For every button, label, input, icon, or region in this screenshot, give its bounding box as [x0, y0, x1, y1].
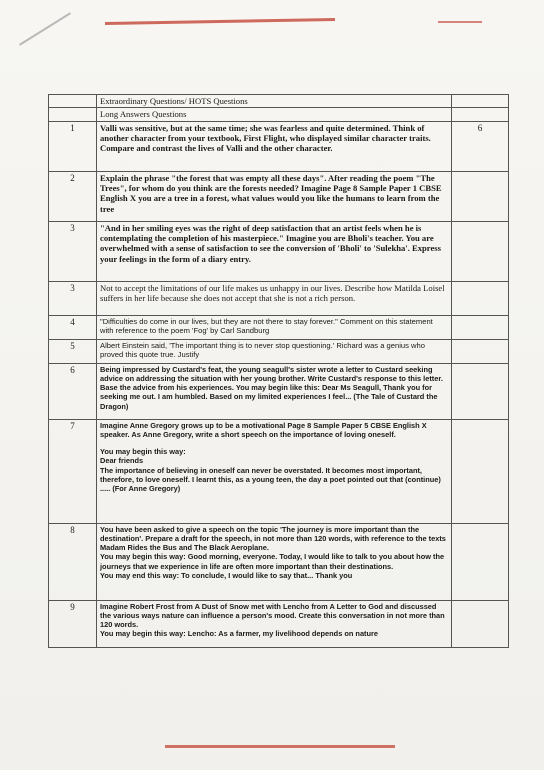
question-marks: 6	[452, 121, 509, 171]
question-number: 5	[49, 339, 97, 363]
question-text-cell	[97, 419, 452, 523]
question-text: You have been asked to give a speech on the topic 'The journey is more important than the destination'. Prepare a draft for the speech, in not more than 120 words, with reference to the texts Madam Rides the Bus and The Black Aeroplane.	[100, 524, 446, 553]
question-number: 1	[49, 121, 97, 171]
question-marks	[452, 171, 509, 221]
table-row	[49, 363, 509, 419]
question-marks	[452, 221, 509, 281]
question-marks	[452, 315, 509, 339]
question-text: Being impressed by Custard's feat, the young seagull's sister wrote a letter to Custard seeking advice on addressing the situation with her young brother. Write Custard's response to this letter. Base the advice from his experiences. You may begin like this: Dear Ms Seagull, Thank you for seeking me out. I am humbled. Based on my limited experiences I feel... (The Tale of Custard the Dragon)	[97, 363, 452, 419]
question-text: Imagine Robert Frost from A Dust of Snow met with Lencho from A Letter to God and discussed the various ways nature can influence a person's mood. Create this conversation in not more than 120 words.	[100, 601, 445, 630]
question-number: 6	[49, 363, 97, 419]
table-row	[49, 281, 509, 315]
question-number: 8	[49, 523, 97, 600]
question-text: Imagine Anne Gregory grows up to be a motivational Page 8 Sample Paper 5 CBSE English X speaker. As Anne Gregory, write a short speech on the importance of loving oneself.	[100, 420, 427, 439]
table-row	[49, 221, 509, 281]
pencil-scribble	[19, 12, 71, 45]
table-row-title	[49, 95, 509, 108]
table-row	[49, 600, 509, 647]
title-marks-cell	[452, 95, 509, 108]
question-text-end: You may end this way: To conclude, I would like to say that... Thank you	[100, 570, 353, 580]
table-row	[49, 523, 509, 600]
question-text-body: The importance of believing in oneself can never be overstated. It becomes most important, therefore, to love oneself. I learnt this, as a young teen, the day a poet pointed out that (continue) ..... (For Anne Gregory)	[100, 465, 441, 494]
question-text-salutation: Dear friends	[100, 456, 144, 466]
question-number: 9	[49, 600, 97, 647]
question-text-begin: You may begin this way: Good morning, everyone. Today, I would like to talk to you about how the journeys that we experience in life are often more important than their destinations.	[100, 552, 445, 571]
question-marks	[452, 419, 509, 523]
question-marks	[452, 523, 509, 600]
red-margin-line-bottom	[165, 745, 395, 748]
question-text-cell	[97, 523, 452, 600]
table-row	[49, 171, 509, 221]
table-row	[49, 339, 509, 363]
question-text: Explain the phrase "the forest that was empty all these days". After reading the poem "The Trees", for whom do you think are the forests needed? Imagine Page 8 Sample Paper 1 CBSE English X you are a tree in a forest, what values would you like the humans to learn from the tree	[97, 171, 452, 221]
question-number: 3	[49, 221, 97, 281]
question-marks	[452, 363, 509, 419]
question-text-cell	[97, 600, 452, 647]
question-text: Albert Einstein said, 'The important thing is to never stop questioning.' Richard was a genius who proved this quote true. Justify	[97, 339, 452, 363]
table-row	[49, 419, 509, 523]
question-number: 3	[49, 281, 97, 315]
question-text: Valli was sensitive, but at the same time; she was fearless and quite determined. Think of another character from your textbook, First Flight, who displayed similar character traits. Compare and contrast the lives of Valli and the other character.	[97, 121, 452, 171]
question-marks	[452, 281, 509, 315]
table-subtitle: Long Answers Questions	[97, 108, 452, 121]
red-margin-line-top	[105, 18, 335, 25]
question-marks	[452, 339, 509, 363]
subtitle-no-cell	[49, 108, 97, 121]
question-number: 2	[49, 171, 97, 221]
table-row	[49, 315, 509, 339]
question-text-begin: You may begin this way:	[100, 447, 186, 457]
table-row	[49, 121, 509, 171]
table-title: Extraordinary Questions/ HOTS Questions	[97, 95, 452, 108]
question-marks	[452, 600, 509, 647]
question-text: "Difficulties do come in our lives, but they are not there to stay forever." Comment on this statement with reference to the poem 'Fog' by Carl Sandburg	[97, 315, 452, 339]
red-mark	[438, 21, 482, 23]
question-number: 7	[49, 419, 97, 523]
question-text: Not to accept the limitations of our life makes us unhappy in our lives. Describe how Matilda Loisel suffers in her life because she does not accept that she is not a rich person.	[97, 281, 452, 315]
table-row-subtitle	[49, 108, 509, 121]
questions-table	[48, 94, 509, 648]
question-text-begin: You may begin this way: Lencho: As a farmer, my livelihood depends on nature	[100, 629, 379, 639]
question-number: 4	[49, 315, 97, 339]
question-text: "And in her smiling eyes was the right of deep satisfaction that an artist feels when he is contemplating the completion of his masterpiece." Imagine you are Bholi's teacher. You are overwhelmed with a sense of satisfaction to see the conversion of 'Bholi' to 'Sulekha'. Express your feelings in the form of a diary entry.	[97, 221, 452, 281]
title-no-cell	[49, 95, 97, 108]
subtitle-marks-cell	[452, 108, 509, 121]
